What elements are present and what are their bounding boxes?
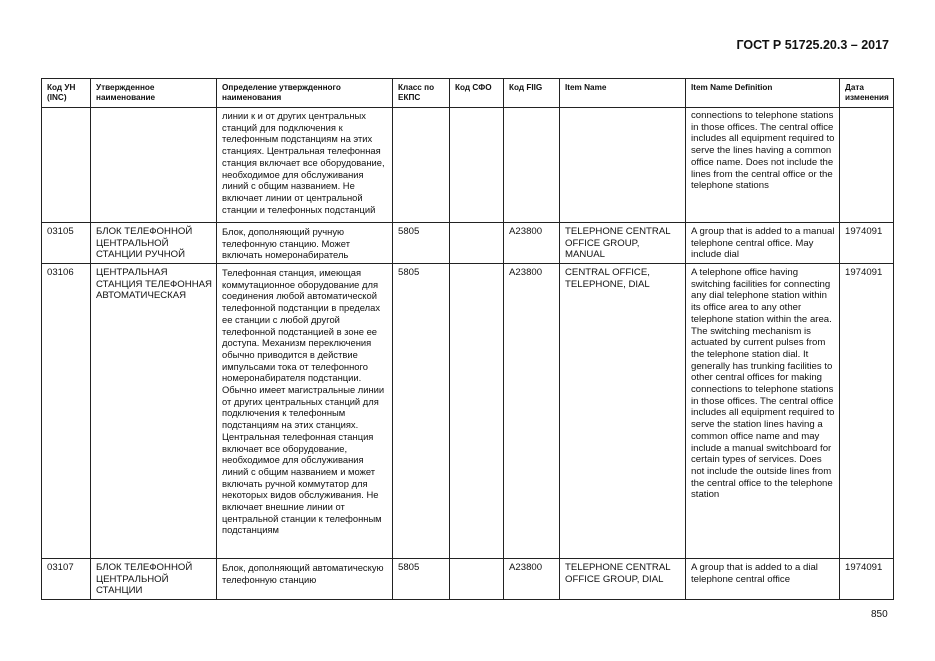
- cell-fiig: A23800: [504, 223, 560, 264]
- header-sfo: Код СФО: [450, 79, 504, 108]
- document-title: ГОСТ Р 51725.20.3 – 2017: [736, 38, 889, 52]
- cell-class: 5805: [393, 223, 450, 264]
- cell-code: 03106: [42, 264, 91, 559]
- cell-item-definition: A group that is added to a manual telephone central office. May include dial: [686, 223, 840, 264]
- table-row: [42, 559, 894, 600]
- cell-name-ru: БЛОК ТЕЛЕФОННОЙ ЦЕНТРАЛЬНОЙ СТАНЦИИ: [91, 559, 217, 600]
- table-row: [42, 264, 894, 559]
- header-approved-name: Утвержденное наименование: [91, 79, 217, 108]
- cell-fiig: A23800: [504, 264, 560, 559]
- header-item-name: Item Name: [560, 79, 686, 108]
- header-class: Класс по ЕКПС: [393, 79, 450, 108]
- header-code: Код УН (INC): [42, 79, 91, 108]
- cell-item-definition: connections to telephone stations in those offices. The central office includes all equipment required to serve the lines having a common office name. Does not include the lines from the central office or the telephone stations: [686, 108, 840, 223]
- cell-date: 1974091: [840, 264, 894, 559]
- cell-fiig: A23800: [504, 559, 560, 600]
- header-fiig: Код FIIG: [504, 79, 560, 108]
- cell-sfo: [450, 223, 504, 264]
- header-item-definition: Item Name Definition: [686, 79, 840, 108]
- cell-date: [840, 108, 894, 223]
- cell-sfo: [450, 264, 504, 559]
- cell-name-ru: ЦЕНТРАЛЬНАЯ СТАНЦИЯ ТЕЛЕФОННАЯ АВТОМАТИЧЕСКАЯ: [91, 264, 217, 559]
- cell-definition-ru: Блок, дополняющий автоматическую телефонную станцию: [217, 559, 393, 600]
- cell-item-definition: A telephone office having switching facilities for connecting any dial telephone station within its office area to any other telephone station within the area. The switching mechanism is actuated by current pulses from the telephone station dial. It generally has trunking facilities to other central offices for making connections to telephone stations in those offices. The central office includes all equipment required to serve the station lines having a common office name and may include a manual switchboard for certain types of services. Does not include the outside lines from the central office to the telephone station: [686, 264, 840, 559]
- cell-code: 03105: [42, 223, 91, 264]
- header-definition: Определение утвержденного наименования: [217, 79, 393, 108]
- page-number: 850: [871, 609, 888, 620]
- cell-item-name: TELEPHONE CENTRAL OFFICE GROUP, MANUAL: [560, 223, 686, 264]
- cell-definition-ru: Блок, дополняющий ручную телефонную станцию. Может включать номеронабиратель: [217, 223, 393, 264]
- cell-item-name: TELEPHONE CENTRAL OFFICE GROUP, DIAL: [560, 559, 686, 600]
- cell-fiig: [504, 108, 560, 223]
- cell-sfo: [450, 108, 504, 223]
- cell-code: [42, 108, 91, 223]
- cell-item-definition: A group that is added to a dial telephone central office: [686, 559, 840, 600]
- cell-sfo: [450, 559, 504, 600]
- cell-class: 5805: [393, 264, 450, 559]
- cell-class: [393, 108, 450, 223]
- catalog-table: [41, 78, 894, 600]
- cell-definition-ru: линии к и от других центральных станций для подключения к телефонным подстанциям на этих станциях. Центральная телефонная станция включает все оборудование, необходимое для обслуживания линий с общим названием. Не включает линии от центральной станции и телефонных подстанций: [217, 108, 393, 223]
- cell-date: 1974091: [840, 223, 894, 264]
- cell-class: 5805: [393, 559, 450, 600]
- cell-name-ru: [91, 108, 217, 223]
- cell-item-name: [560, 108, 686, 223]
- cell-date: 1974091: [840, 559, 894, 600]
- cell-definition-ru: Телефонная станция, имеющая коммутационное оборудование для соединения любой автоматической телефонной подстанции в пределах ее станции с любой другой телефонной подстанцией в зоне ее доступа. Механизм переключения обычно приводится в действие импульсами тока от телефонного номеронабирателя подстанции. Обычно имеет магистральные линии от других центральных станций для подключения к телефонным подстанциям на этих станциях. Центральная телефонная станция включает все оборудование, необходимое для обслуживания линий с общим названием и может включать ручной коммутатор для некоторых видов обслуживания. Не включает внешние линии от центральной станции к телефонным подстанциям: [217, 264, 393, 559]
- table-header-row: [42, 79, 894, 108]
- header-date: Дата изменения: [840, 79, 894, 108]
- cell-name-ru: БЛОК ТЕЛЕФОННОЙ ЦЕНТРАЛЬНОЙ СТАНЦИИ РУЧНОЙ: [91, 223, 217, 264]
- table-row: [42, 223, 894, 264]
- table-row: [42, 108, 894, 223]
- cell-item-name: CENTRAL OFFICE, TELEPHONE, DIAL: [560, 264, 686, 559]
- cell-code: 03107: [42, 559, 91, 600]
